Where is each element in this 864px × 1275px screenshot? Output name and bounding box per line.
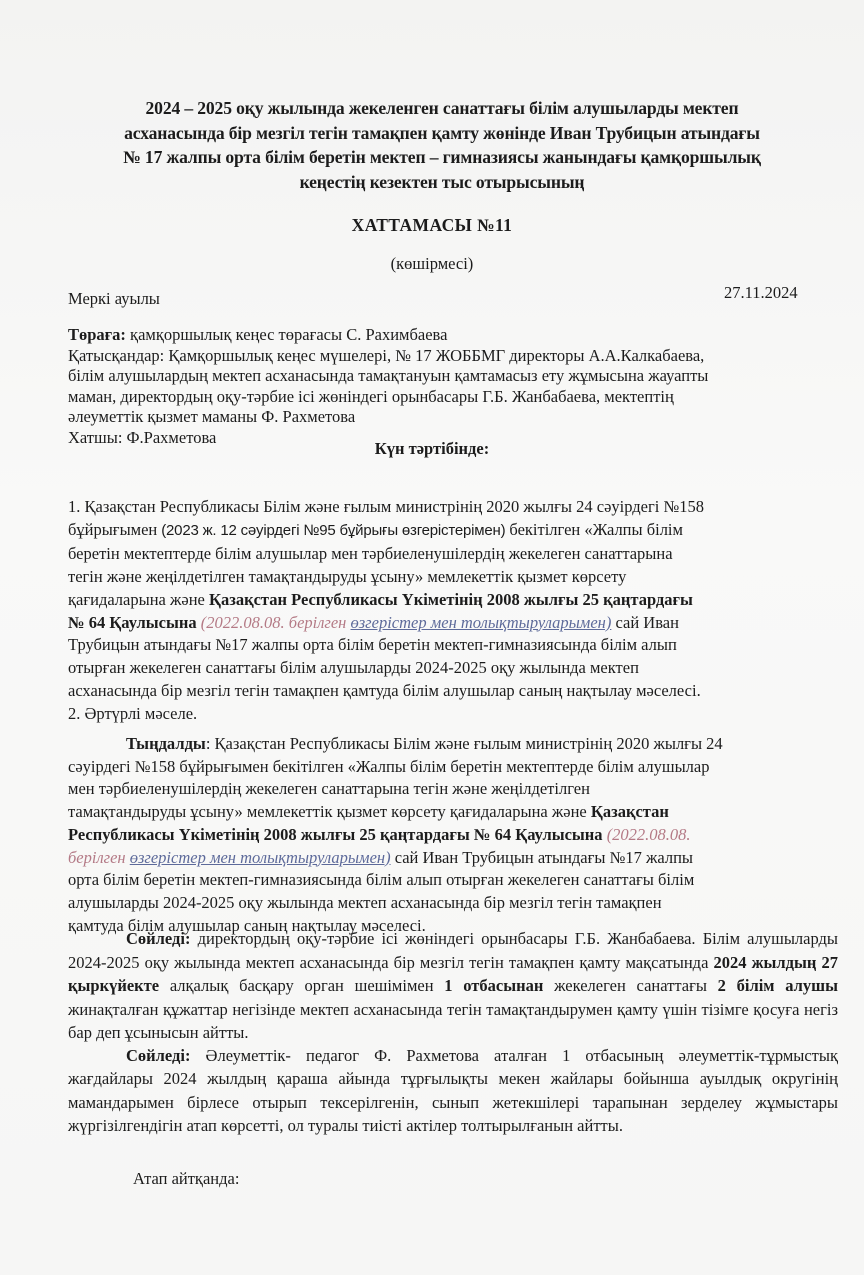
amendment-link[interactable]: өзгерістер мен толықтыруларымен) <box>350 612 612 632</box>
agenda-line <box>68 612 838 635</box>
speech-text: жинақталған құжаттар негізінде мектеп асханасында тегін тамақтандырумен қамту үшін тізімге қосуға негіз бар деп ұсынысын айтты. <box>68 999 838 1043</box>
speech-paragraph <box>68 1044 838 1138</box>
listened-line: мен тәрбиеленушілердің жекелеген санаттарына тегін және жеңілдетілген <box>68 779 590 799</box>
speech-bold: 2 білім алушы <box>717 976 838 996</box>
listened-line <box>68 824 838 847</box>
agenda-line <box>68 589 838 612</box>
agenda-line <box>68 519 838 543</box>
agenda-section <box>68 496 838 726</box>
participants-section <box>68 325 838 449</box>
listened-line: орта білім беретін мектеп-гимназиясында білім алып отырған жекелеген санаттағы білім <box>68 870 695 890</box>
speech-text: алқалық басқару орган шешімімен <box>159 976 445 996</box>
attendees-line: білім алушылардың мектеп асханасында тамақтануын қамтамасыз ету жұмысына жауапты <box>68 366 709 386</box>
amendment-date-text: (2022.08.08. берілген <box>200 612 351 632</box>
agenda-heading: Күн тәртібінде: <box>374 439 490 458</box>
listened-line <box>68 801 838 824</box>
agenda-amendment-note: (2023 ж. 12 сәуірдегі №95 бұйрығы өзгерістерімен) <box>157 521 510 539</box>
agenda-text: сай Иван <box>611 612 679 632</box>
amendment-link[interactable]: өзгерістер мен толықтыруларымен) <box>129 847 391 867</box>
speech-text: Әлеуметтік- педагог Ф. Рахметова аталған 1 отбасының әлеуметтік-тұрмыстық жағдайлары 2024 жылдың қараша айында тұрғылықты мекен жайлары бойынша ауылдық округінің мамандарымен бірлесе отырып тексерілгенін, сынып жетекшілері тарапынан зерделеу жұмыстары жүргізілгендігін атап көрсетті, ол туралы тиісті актілер толтырылғанын айтты. <box>68 1046 838 1136</box>
chair-label: Төраға: <box>68 325 126 344</box>
speech-label: Сөйледі: <box>126 1046 191 1065</box>
agenda-line: отырған жекелеген санаттағы білім алушыларды 2024-2025 оқу жылында мектеп <box>68 658 639 678</box>
speech-social-pedagogue-section <box>68 1044 838 1138</box>
listened-label: Тыңдалды <box>126 734 206 753</box>
title-line: № 17 жалпы орта білім беретін мектеп – гимназиясы жанындағы қамқоршылық <box>123 147 761 167</box>
agenda-bold: № 64 Қаулысына <box>68 612 197 632</box>
closing-note: Атап айтқанда: <box>133 1169 240 1188</box>
listened-line <box>68 733 838 756</box>
agenda-text: бұйрығымен <box>68 519 158 539</box>
agenda-line: асханасында бір мезгіл тегін тамақпен қамтуда білім алушылар саның нақтылау мәселесі. <box>68 681 701 701</box>
chair-line <box>68 325 838 346</box>
meeting-place: Меркі ауылы <box>68 289 160 308</box>
meeting-date: 27.11.2024 <box>724 283 798 302</box>
speech-text: жекелеген санаттағы <box>543 976 718 996</box>
protocol-number: ХАТТАМАСЫ №11 <box>351 215 513 235</box>
title-line: асханасында бір мезгіл тегін тамақпен қамту жөнінде Иван Трубицын атындағы <box>124 122 760 143</box>
listened-text: тамақтандыруды ұсыну» мемлекеттік қызмет көрсету қағидаларына және <box>68 802 591 822</box>
amendment-date-text: (2022.08.08. <box>602 824 691 844</box>
listened-line: қамтуда білім алушылар саның нақтылау мәселесі. <box>68 915 426 935</box>
listened-line: сәуірдегі №158 бұйрығымен бекітілген «Жалпы білім беретін мектептерде білім алушылар <box>68 756 710 776</box>
listened-text: сай Иван Трубицын атындағы №17 жалпы <box>390 847 693 867</box>
speech-label: Сөйледі: <box>126 929 191 948</box>
agenda-line: 1. Қазақстан Республикасы Білім және ғылым министрінің 2020 жылғы 24 сәуірдегі №158 <box>68 497 704 516</box>
speech-bold: 1 отбасынан <box>444 976 544 996</box>
secretary-line: Хатшы: Ф.Рахметова <box>68 427 217 447</box>
listened-bold: Қазақстан <box>590 802 669 822</box>
listened-line: алушыларды 2024-2025 оқу жылында мектеп асханасында бір мезгіл тегін тамақпен <box>68 892 662 912</box>
attendees-line: маман, директордың оқу-тәрбие ісі жөніндегі орынбасары Г.Б. Жанбабаева, мектептің <box>68 386 674 406</box>
speech-deputy-section <box>68 927 838 1045</box>
listened-bold: Республикасы Үкіметінің 2008 жылғы 25 қаңтардағы № 64 Қаулысына <box>68 824 603 844</box>
listened-text: : Қазақстан Республикасы Білім және ғылым министрінің 2020 жылғы 24 <box>205 734 723 753</box>
chair-text: қамқоршылық кеңес төрағасы С. Рахимбаева <box>125 325 448 344</box>
agenda-text: бекітілген «Жалпы білім <box>509 519 683 539</box>
agenda-line: беретін мектептерде білім алушылар мен тәрбиеленушілердің жекелеген санаттарына <box>68 543 673 563</box>
listened-section <box>68 733 838 937</box>
agenda-line: Трубицын атындағы №17 жалпы орта білім беретін мектеп-гимназиясында білім алып <box>68 635 677 655</box>
speech-paragraph <box>68 927 838 1045</box>
agenda-item-2: 2. Әртүрлі мәселе. <box>68 704 198 724</box>
speech-text: директордың оқу-тәрбие ісі жөніндегі орынбасары Г.Б. Жанбабаева. Білім алушыларды 2024-2025 оқу жылында мектеп асханасында бір мезгіл тегін тамақпен қамту мақсатында <box>68 929 838 972</box>
document-title <box>60 96 824 194</box>
agenda-text: қағидаларына және <box>68 589 209 609</box>
speech-bold: 2024 жылдың 27 қыркүйекте <box>68 952 838 996</box>
attendees-line: әлеуметтік қызмет маманы Ф. Рахметова <box>68 407 356 427</box>
agenda-line: тегін және жеңілдетілген тамақтандыруды ұсыну» мемлекеттік қызмет көрсету <box>68 566 627 586</box>
copy-note: (көшірмесі) <box>390 254 474 273</box>
listened-line <box>68 847 838 870</box>
title-line: 2024 – 2025 оқу жылында жекеленген санаттағы білім алушыларды мектеп <box>145 98 739 118</box>
attendees-line: Қатысқандар: Қамқоршылық кеңес мүшелері, № 17 ЖОББМГ директоры А.А.Калкабаева, <box>68 345 705 365</box>
agenda-bold: Қазақстан Республикасы Үкіметінің 2008 жылғы 25 қаңтардағы <box>208 589 693 609</box>
amendment-text: берілген <box>68 847 130 867</box>
title-line: кеңестің кезектен тыс отырысының <box>299 171 585 192</box>
